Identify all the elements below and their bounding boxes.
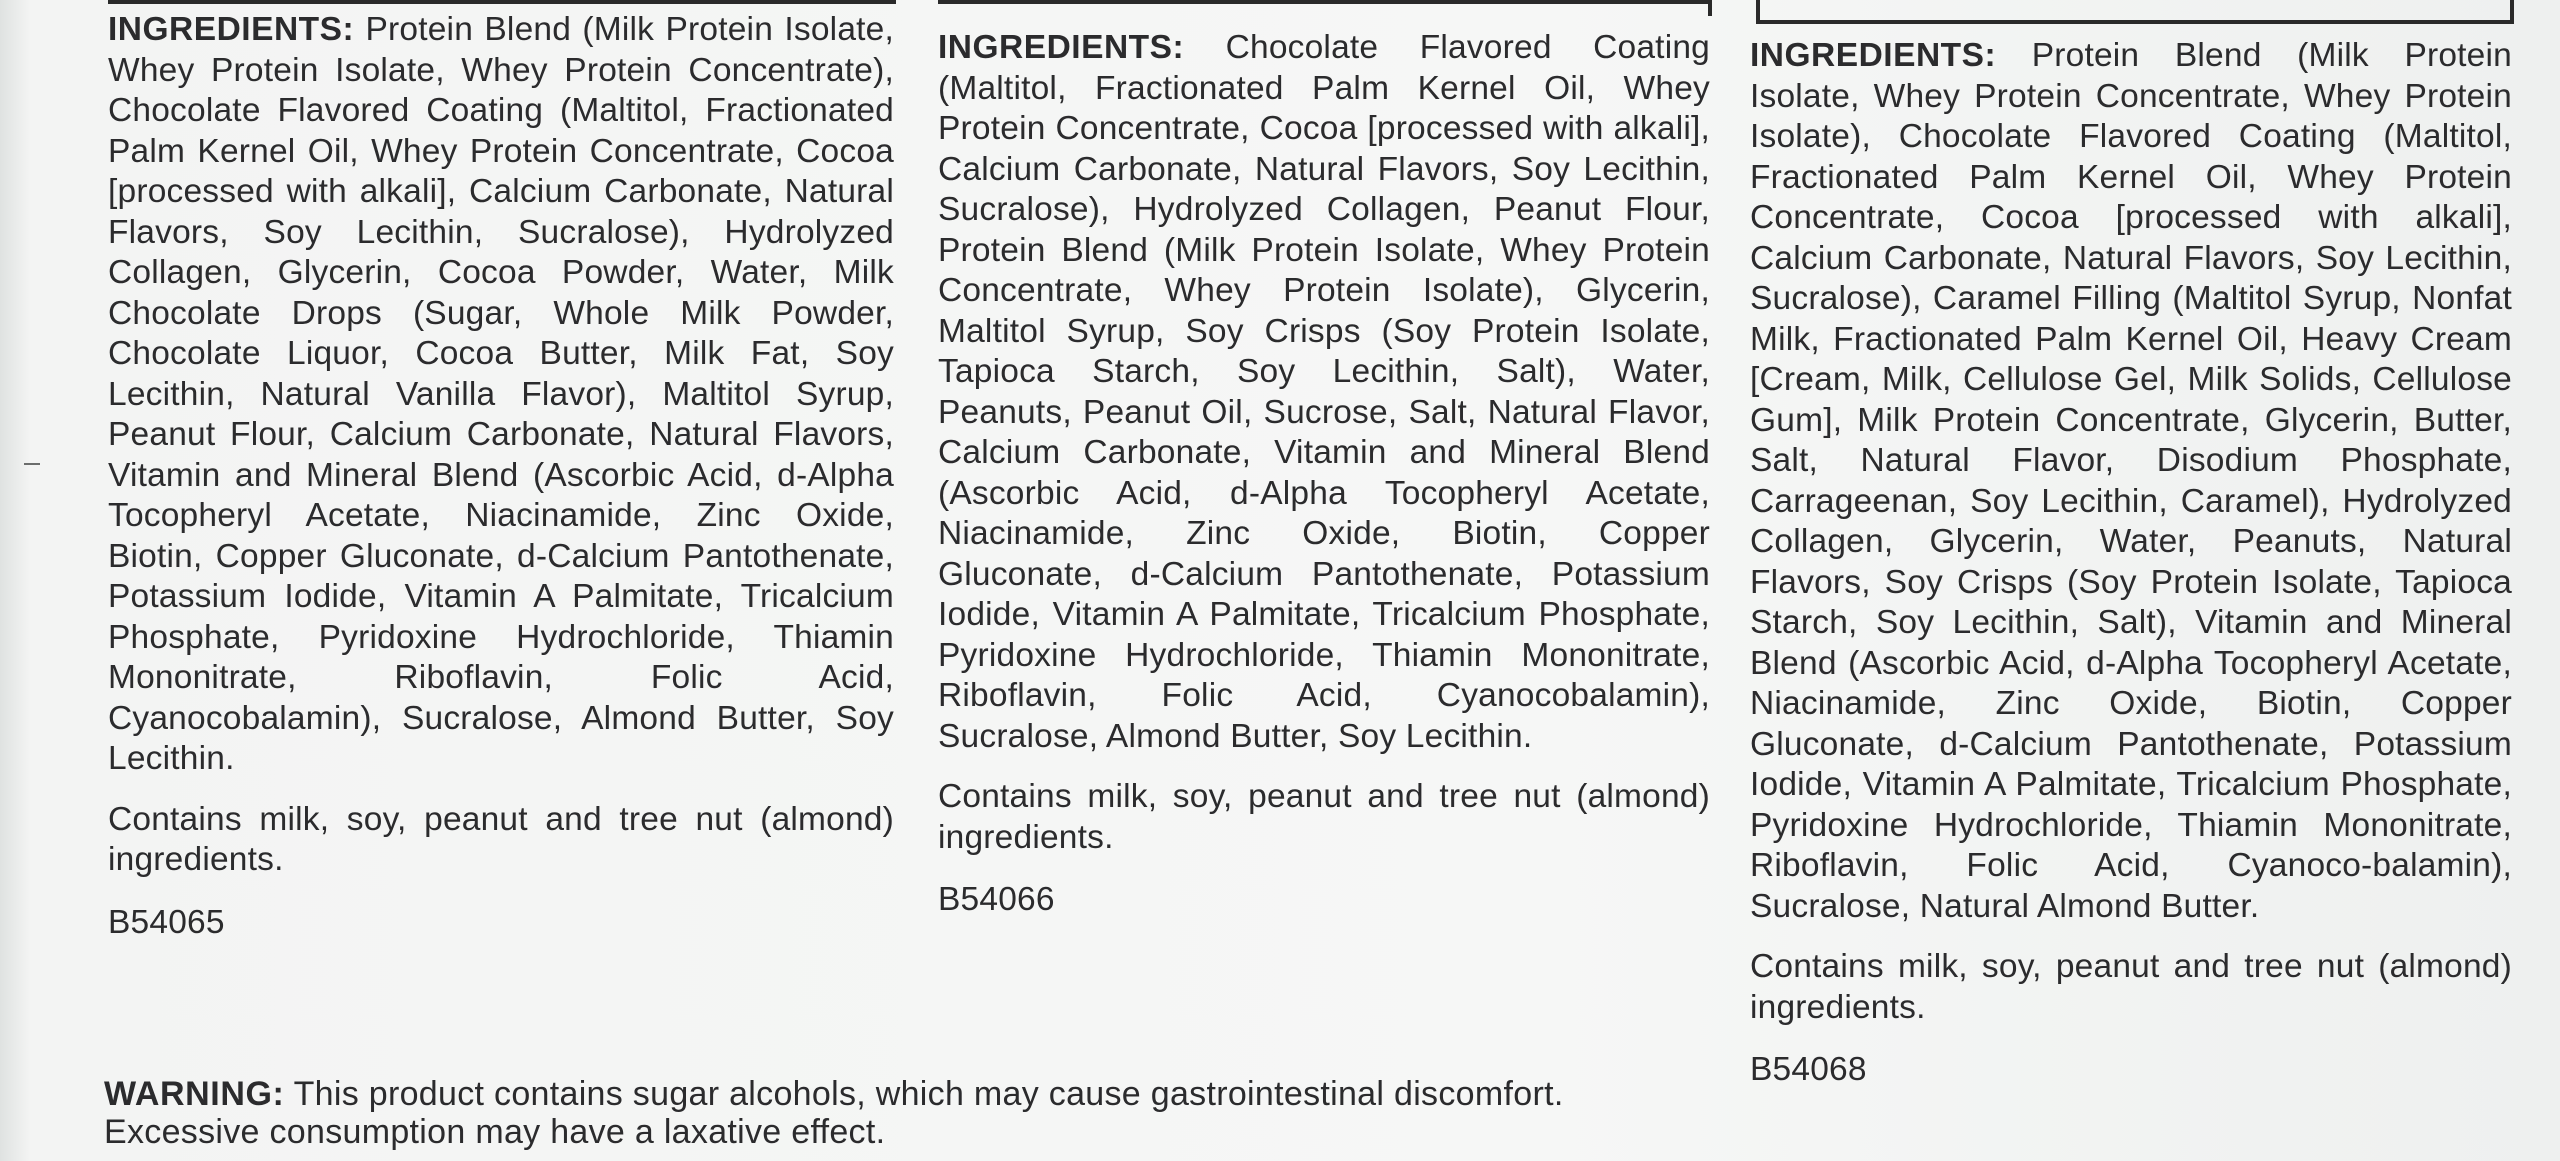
ingredients-panel-1 (108, 10, 894, 943)
allergen-statement: Contains milk, soy, peanut and tree nut (almond) ingredients. (108, 800, 894, 878)
allergen-statement: Contains milk, soy, peanut and tree nut (almond) ingredients. (1750, 948, 2512, 1026)
ingredients-panel-2 (938, 28, 1710, 921)
ingredients-label: INGREDIENTS: (108, 11, 355, 48)
panel-3-left-rule (1756, 0, 1760, 24)
edge-mark (24, 463, 40, 465)
ingredients-paragraph (1750, 36, 2512, 927)
product-code: B54068 (1750, 1051, 1867, 1088)
panel-3-right-rule (2510, 0, 2514, 24)
ingredients-list: Chocolate Flavored Coating (Maltitol, Fractionated Palm Kernel Oil, Whey Protein Concentrate, Cocoa [processed with alkali], Calcium Carbonate, Natural Flavors, Soy Lecithin, Sucralose), Hydrolyzed Collagen, Peanut Flour, Protein Blend (Milk Protein Isolate, Whey Protein Concentrate, Whey Protein Isolate), Glycerin, Maltitol Syrup, Soy Crisps (Soy Protein Isolate, Tapioca Starch, Soy Lecithin, Salt), Water, Peanuts, Peanut Oil, Sucrose, Salt, Natural Flavor, Calcium Carbonate, Vitamin and Mineral Blend (Ascorbic Acid, d-Alpha Tocopheryl Acetate, Niacinamide, Zinc Oxide, Biotin, Copper Gluconate, d-Calcium Pantothenate, Potassium Iodide, Vitamin A Palmitate, Tricalcium Phosphate, Pyridoxine Hydrochloride, Thiamin Mononitrate, Riboflavin, Folic Acid, Cyanocobalamin), Sucralose, Almond Butter, Soy Lecithin. (938, 29, 1710, 755)
product-code: B54065 (108, 903, 225, 941)
panel-3-top-rule (1756, 20, 2514, 24)
warning-text: This product contains sugar alcohols, which may cause gastrointestinal discomfort. Excessive consumption may have a laxative effect. (104, 1075, 1564, 1151)
ingredients-paragraph (938, 28, 1710, 757)
ingredients-panel-3 (1750, 36, 2512, 1091)
ingredients-label: INGREDIENTS: (938, 29, 1185, 66)
ingredients-label: INGREDIENTS: (1750, 37, 1997, 74)
warning-statement (104, 1075, 1704, 1151)
product-code: B54066 (938, 881, 1055, 918)
ingredients-paragraph (108, 10, 894, 780)
ingredients-list: Protein Blend (Milk Protein Isolate, Whey Protein Concentrate, Whey Protein Isolate), Chocolate Flavored Coating (Maltitol, Fractionated Palm Kernel Oil, Whey Protein Concentrate, Cocoa [processed with alkali], Calcium Carbonate, Natural Flavors, Soy Lecithin, Sucralose), Caramel Filling (Maltitol Syrup, Nonfat Milk, Fractionated Palm Kernel Oil, Heavy Cream [Cream, Milk, Cellulose Gel, Milk Solids, Cellulose Gum], Milk Protein Concentrate, Glycerin, Butter, Salt, Natural Flavor, Disodium Phosphate, Carrageenan, Soy Lecithin, Caramel), Hydrolyzed Collagen, Glycerin, Water, Peanuts, Natural Flavors, Soy Crisps (Soy Protein Isolate, Tapioca Starch, Soy Lecithin, Salt), Vitamin and Mineral Blend (Ascorbic Acid, d-Alpha Tocopheryl Acetate, Niacinamide, Zinc Oxide, Biotin, Copper Gluconate, d-Calcium Pantothenate, Potassium Iodide, Vitamin A Palmitate, Tricalcium Phosphate, Pyridoxine Hydrochloride, Thiamin Mononitrate, Riboflavin, Folic Acid, Cyanoco-balamin), Sucralose, Natural Almond Butter. (1750, 37, 2512, 925)
allergen-statement: Contains milk, soy, peanut and tree nut (almond) ingredients. (938, 778, 1710, 856)
ingredients-list: Protein Blend (Milk Protein Isolate, Whey Protein Isolate, Whey Protein Concentrate), Chocolate Flavored Coating (Maltitol, Fractionated Palm Kernel Oil, Whey Protein Concentrate, Cocoa [processed with alkali], Calcium Carbonate, Natural Flavors, Soy Lecithin, Sucralose), Hydrolyzed Collagen, Glycerin, Cocoa Powder, Water, Milk Chocolate Drops (Sugar, Whole Milk Powder, Chocolate Liquor, Cocoa Butter, Milk Fat, Soy Lecithin, Natural Vanilla Flavor), Maltitol Syrup, Peanut Flour, Calcium Carbonate, Natural Flavors, Vitamin and Mineral Blend (Ascorbic Acid, d-Alpha Tocopheryl Acetate, Niacinamide, Zinc Oxide, Biotin, Copper Gluconate, d-Calcium Pantothenate, Potassium Iodide, Vitamin A Palmitate, Tricalcium Phosphate, Pyridoxine Hydrochloride, Thiamin Mononitrate, Riboflavin, Folic Acid, Cyanocobalamin), Sucralose, Almond Butter, Soy Lecithin. (108, 11, 894, 777)
panel-2-top-rule (938, 0, 1712, 4)
warning-label: WARNING: (104, 1075, 285, 1113)
panel-2-right-rule (1708, 0, 1712, 16)
panel-1-top-rule (108, 0, 896, 4)
